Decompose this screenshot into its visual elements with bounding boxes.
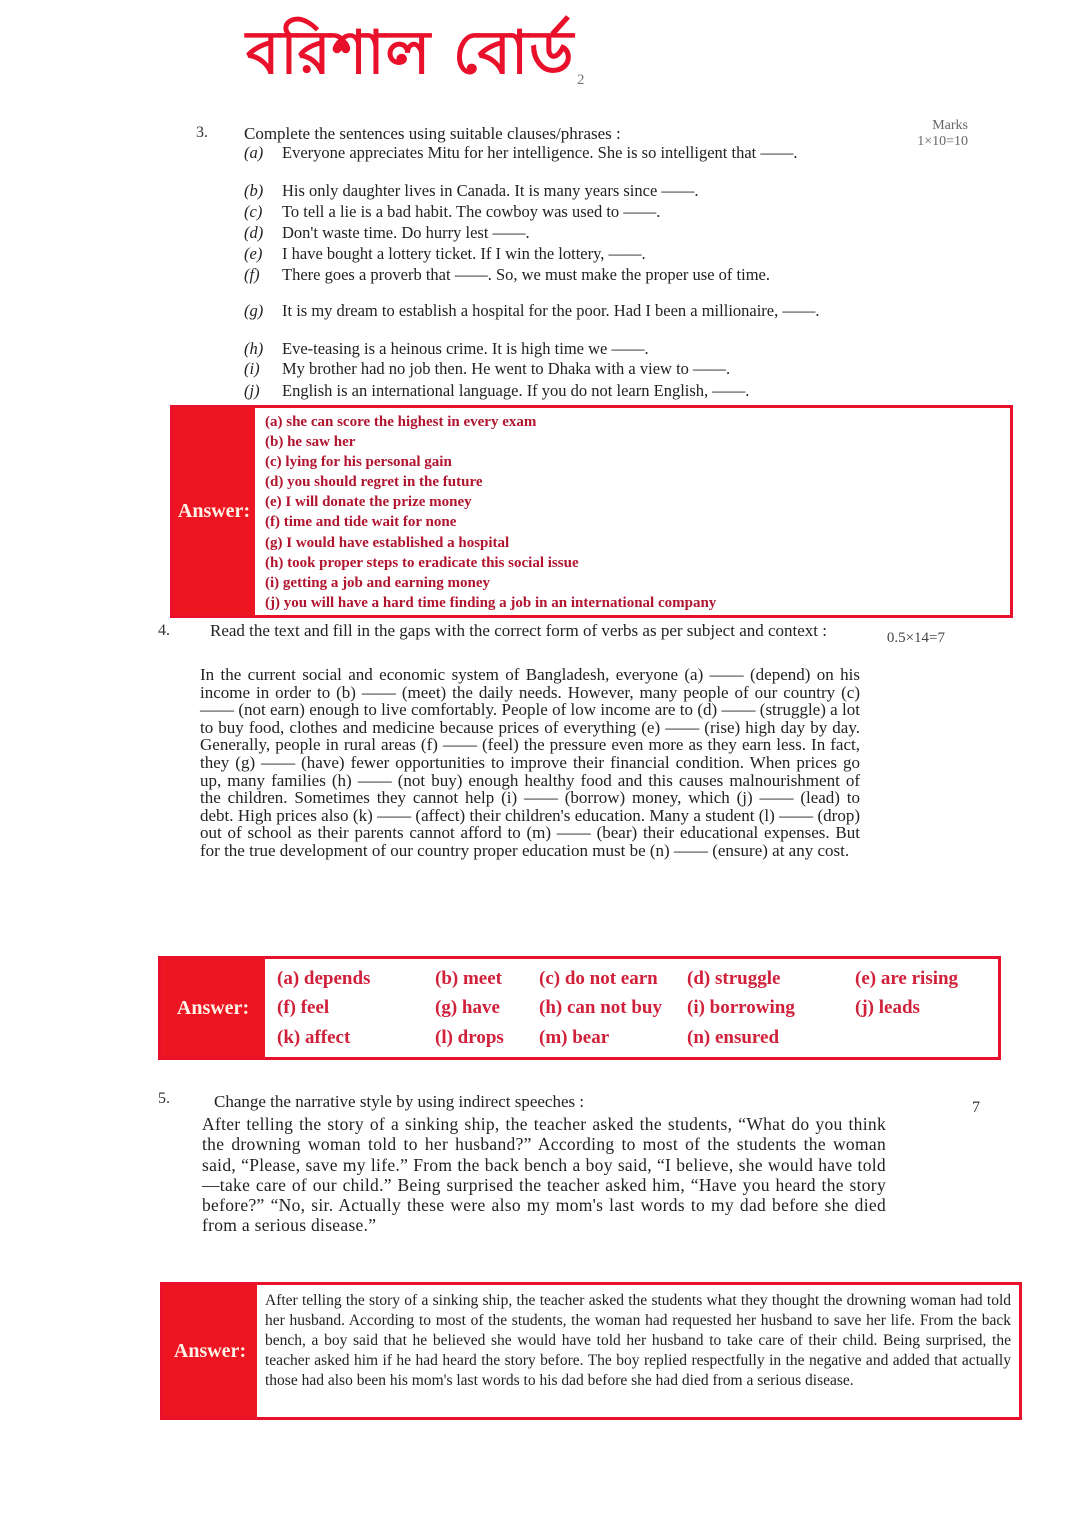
q4-marks: 0.5×14=7	[886, 630, 945, 646]
item-label: (h)	[244, 339, 264, 358]
q3-item	[244, 224, 884, 241]
answer-line: (b) he saw her	[265, 434, 356, 451]
answer-label: Answer:	[163, 1285, 257, 1417]
answer-cell: (d) struggle	[687, 968, 781, 989]
answer-line: (a) she can score the highest in every exam	[265, 414, 537, 430]
q5-passage: After telling the story of a sinking ship, the teacher asked the students, “What do you think the drowning woman told to her husband?” According to most of the students the woman said, “Please, save my life.” From the back bench a boy said, “I believe, she would have told—take care of our child.” Being surprised the teacher asked him, “Have you heard the story before?” “No, sir. Actually these were also my mom's last words to my dad before she died from a serious disease.”	[202, 1114, 886, 1236]
item-text: It is my dream to establish a hospital for the poor. Had I been a millionaire, ——.	[282, 301, 820, 320]
item-text: There goes a proverb that ——. So, we must make the proper use of time.	[282, 265, 770, 284]
q3-item	[244, 245, 884, 262]
q3-item	[244, 382, 884, 399]
item-label: (f)	[244, 265, 260, 284]
q3-item	[244, 360, 884, 377]
answer-cell: (m) bear	[539, 1026, 610, 1048]
item-text: My brother had no job then. He went to Dhaka with a view to ——.	[282, 359, 731, 378]
answer-cell: (n) ensured	[687, 1026, 780, 1048]
q3-item	[244, 203, 884, 220]
answer-cell: (c) do not earn	[539, 968, 658, 989]
answer-line: (h) took proper steps to eradicate this social issue	[265, 554, 579, 571]
answer-line: (g) I would have established a hospital	[265, 534, 510, 551]
q5-marks: 7	[972, 1099, 980, 1116]
q4-answer-box	[158, 956, 1001, 1060]
q3-item	[244, 340, 884, 357]
q3-item	[244, 144, 884, 161]
q5-number: 5.	[158, 1090, 170, 1107]
answer-cell: (g) have	[435, 997, 500, 1019]
q4-passage: In the current social and economic system of Bangladesh, everyone (a) —— (depend) on his income in order to (b) —— (meet) the daily needs. However, many people of our country (c) —— (not earn) enough to live comfortably. People of low income are to (d) —— (struggle) a lot to buy food, clothes and medicine because prices of everything (e) —— (rise) high day by day. Generally, people in rural areas (f) —— (feel) the pressure even more as they earn less. In fact, they (g) —— (have) fewer opportunities to improve their financial condition. When prices go up, many families (h) —— (not buy) enough healthy food and this causes malnourishment of the children. Sometimes they cannot help (i) —— (borrow) money, which (j) —— (lead) to debt. High prices also (k) —— (affect) their children's education. Many a student (l) —— (drop) out of school as their parents cannot afford to (m) —— (bear) their educational expenses. But for the true development of our country proper education must be (n) —— (ensure) at any cost.	[200, 665, 860, 860]
item-label: (e)	[244, 244, 263, 263]
item-text: His only daughter lives in Canada. It is many years since ——.	[282, 181, 699, 200]
q5-answer-text: After telling the story of a sinking ship, the teacher asked the students what they thought the drowning woman had told her husband. According to most of the students, the woman had requested her husband to save her life. From the back bench, a boy said that he believed she would have told her husband to take care of their child. Being surprised, the teacher asked him if he had heard the story before. The boy replied respectfully in the negative and added that actually those had also been his mom's last words to his dad before she had died from a serious disease.	[265, 1292, 1011, 1389]
answer-label: Answer:	[173, 408, 255, 615]
answer-line: (j) you will have a hard time finding a job in an international company	[265, 594, 717, 611]
answer-cell: (b) meet	[435, 968, 502, 989]
answer-cell: (a) depends	[277, 968, 371, 989]
page-number: 2	[577, 72, 585, 88]
item-label: (j)	[244, 381, 260, 400]
item-label: (i)	[244, 359, 260, 378]
item-label: (b)	[244, 181, 264, 200]
q5-instruction: Change the narrative style by using indirect speeches :	[214, 1092, 585, 1111]
answer-cell: (j) leads	[855, 997, 920, 1019]
answer-line: (d) you should regret in the future	[265, 474, 483, 491]
answer-cell: (k) affect	[277, 1026, 351, 1048]
q3-answer-box	[170, 405, 1013, 618]
marks-value: 1×10=10	[917, 134, 968, 149]
q3-item	[244, 182, 884, 199]
answer-line: (c) lying for his personal gain	[265, 454, 452, 471]
board-title: বরিশাল বোর্ড	[246, 18, 575, 88]
answer-line: (i) getting a job and earning money	[265, 574, 490, 591]
answer-line: (e) I will donate the prize money	[265, 494, 472, 511]
marks-label: Marks	[932, 118, 968, 133]
q3-answer-list	[255, 408, 726, 615]
item-label: (c)	[244, 202, 263, 221]
q3-marks	[880, 118, 968, 150]
answer-line: (f) time and tide wait for none	[265, 514, 457, 531]
item-text: To tell a lie is a bad habit. The cowboy was used to ——.	[282, 202, 661, 221]
item-text: English is an international language. If you do not learn English, ——.	[282, 381, 750, 400]
item-label: (a)	[244, 143, 264, 162]
item-text: I have bought a lottery ticket. If I win the lottery, ——.	[282, 244, 646, 263]
answer-cell: (f) feel	[277, 997, 330, 1019]
item-label: (g)	[244, 301, 264, 320]
q3-instruction: Complete the sentences using suitable clauses/phrases :	[244, 124, 621, 143]
answer-cell: (l) drops	[435, 1026, 504, 1048]
q4-answer-grid	[265, 959, 1007, 1057]
q3-item	[244, 302, 884, 319]
q4-instruction: Read the text and fill in the gaps with the correct form of verbs as per subject and context :	[210, 621, 827, 640]
item-text: Eve-teasing is a heinous crime. It is high time we ——.	[282, 339, 649, 358]
item-label: (d)	[244, 223, 264, 242]
answer-label: Answer:	[161, 959, 265, 1057]
q3-item	[244, 266, 884, 283]
answer-cell: (e) are rising	[855, 968, 959, 989]
item-text: Everyone appreciates Mitu for her intelligence. She is so intelligent that ——.	[282, 143, 798, 162]
answer-cell	[855, 1026, 995, 1049]
q4-number: 4.	[158, 622, 170, 639]
answer-cell: (h) can not buy	[539, 997, 662, 1019]
q5-answer-box	[160, 1282, 1022, 1420]
answer-cell: (i) borrowing	[687, 997, 795, 1019]
item-text: Don't waste time. Do hurry lest ——.	[282, 223, 530, 242]
q3-number: 3.	[196, 124, 208, 141]
